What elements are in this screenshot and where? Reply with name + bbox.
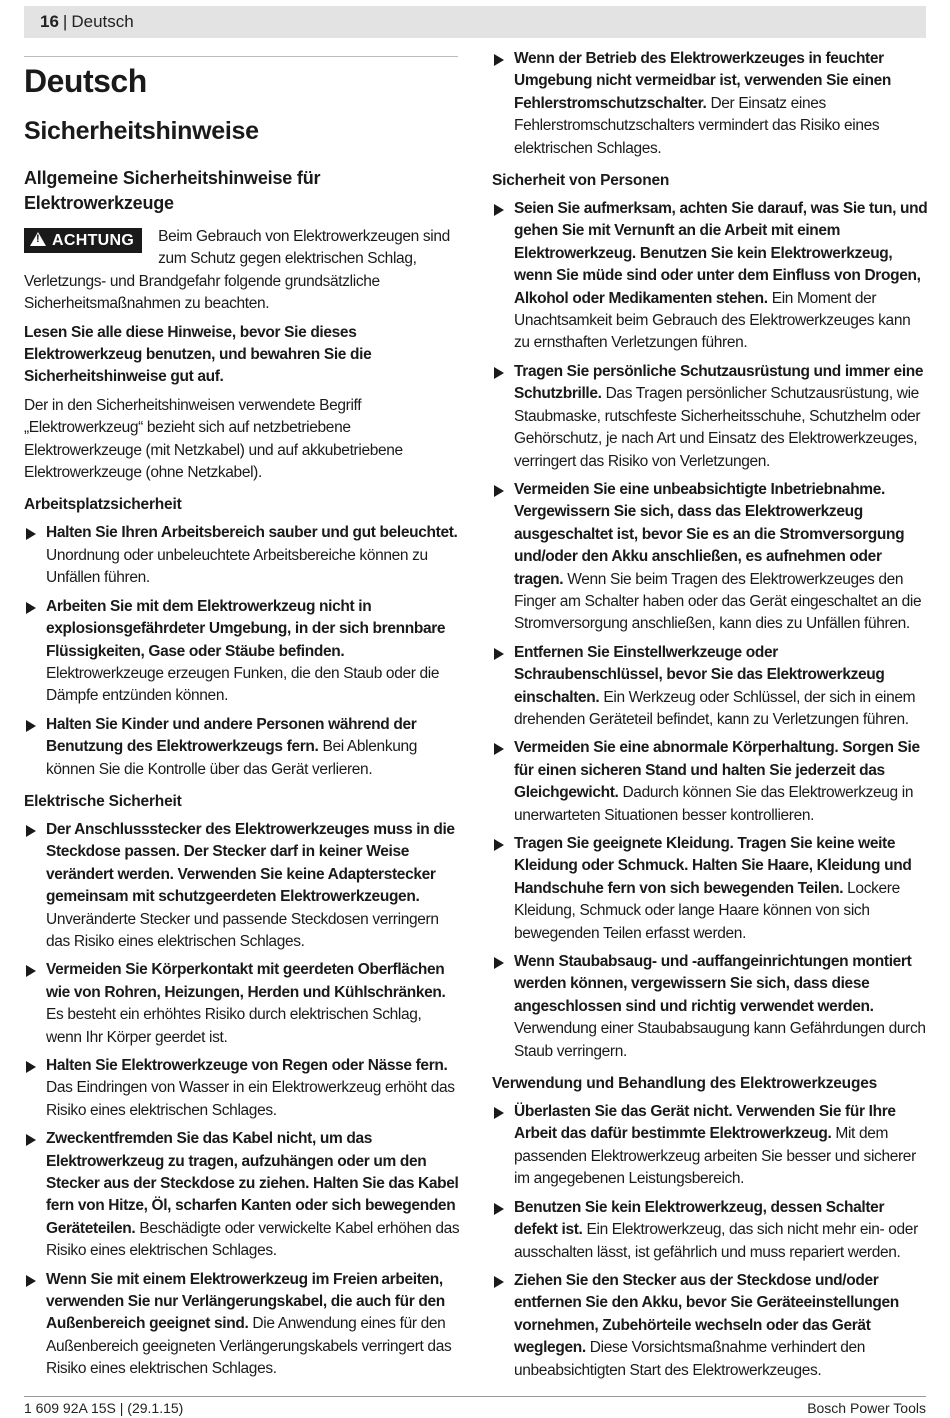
bullet-arrow-icon [26,1061,36,1073]
left-column [24,48,460,1381]
workplace-title: Arbeitsplatzsicherheit [24,496,182,514]
handling-list [492,1101,928,1382]
bullet-arrow-icon [494,367,504,379]
list-item: Wenn Staubabsaug- und -auffangeinrichtungen montiert werden können, vergewissern Sie sich, dass diese angeschlossen sind und richtig verwendet werden. Verwendung einer Staubabsaugung kann Gefährdungen durch Staub verringern. [492,951,928,1063]
list-item: Halten Sie Elektrowerkzeuge von Regen oder Nässe fern. Das Eindringen von Wasser in ein Elektrowerkzeug erhöht das Risiko eines elektrischen Schlages. [24,1055,460,1122]
footer-brand: Bosch Power Tools [807,1400,926,1416]
list-item: Der Anschlussstecker des Elektrowerkzeuges muss in die Steckdose passen. Der Stecker darf in keiner Weise verändert werden. Verwenden Sie keine Adapterstecker gemeinsam mit schutzgeerdeten Elektrowerkzeugen. Unveränderte Stecker und passende Steckdosen verringern das Risiko eines elektrischen Schlages. [24,819,460,953]
bullet-arrow-icon [26,720,36,732]
list-item: Tragen Sie geeignete Kleidung. Tragen Sie keine weite Kleidung oder Schmuck. Halten Sie Haare, Kleidung und Handschuhe fern von sich bewegenden Teilen. Lockere Kleidung, Schmuck oder lange Haare können von sich bewegenden Teilen erfasst werden. [492,833,928,945]
footer-divider [24,1396,926,1397]
header-label: 16 | Deutsch [40,12,134,31]
list-item: Benutzen Sie kein Elektrowerkzeug, dessen Schalter defekt ist. Ein Elektrowerkzeug, das sich nicht mehr ein- oder ausschalten lässt, ist gefährlich und muss repariert werden. [492,1197,928,1264]
list-item: Seien Sie aufmerksam, achten Sie darauf, was Sie tun, und gehen Sie mit Vernunft an die Arbeit mit einem Elektrowerkzeug. Benutzen Sie kein Elektrowerkzeug, wenn Sie müde sind oder unter dem Einfluss von Drogen, Alkohol oder Medikamenten stehen. Ein Moment der Unachtsamkeit beim Gebrauch des Elektrowerkzeuges kann zu ernsthaften Verletzungen führen. [492,198,928,355]
bullet-arrow-icon [494,485,504,497]
bullet-arrow-icon [26,825,36,837]
bullet-arrow-icon [494,1276,504,1288]
list-item: Halten Sie Ihren Arbeitsbereich sauber und gut beleuchtet. Unordnung oder unbeleuchtete Arbeitsbereiche können zu Unfällen führen. [24,522,460,589]
list-item: Arbeiten Sie mit dem Elektrowerkzeug nicht in explosionsgefährdeter Umgebung, in der sich brennbare Flüssigkeiten, Gase oder Stäube befinden. Elektrowerkzeuge erzeugen Funken, die den Staub oder die Dämpfe entzünden können. [24,596,460,708]
bullet-arrow-icon [26,602,36,614]
bullet-arrow-icon [494,204,504,216]
bullet-arrow-icon [26,1134,36,1146]
header-language: Deutsch [71,12,134,31]
list-item: Wenn Sie mit einem Elektrowerkzeug im Freien arbeiten, verwenden Sie nur Verlängerungskabel, die auch für den Außenbereich geeignet sind. Die Anwendung eines für den Außenbereich geeigneten Verlängerungskabels verringert das Risiko eines elektrischen Schlages. [24,1269,460,1381]
warning-triangle-icon [30,232,46,246]
bullet-arrow-icon [494,743,504,755]
warning-text: Beim Gebrauch von Elektrowerkzeugen sind zum Schutz gegen elektrischen Schlag, Verletzungs- und Brandgefahr folgende grundsätzliche Sicherheitsmaßnahmen zu beachten. [24,228,450,313]
bullet-arrow-icon [26,528,36,540]
page-header [24,6,926,38]
bold-intro: Lesen Sie alle diese Hinweise, bevor Sie dieses Elektrowerkzeug benutzen, und bewahren Sie die Sicherheitshinweise gut auf. [24,323,372,386]
bullet-arrow-icon [494,54,504,66]
warning-badge: !ACHTUNG [24,228,142,253]
electrical-title: Elektrische Sicherheit [24,792,182,810]
page-number: 16 [40,12,59,31]
list-item: Entfernen Sie Einstellwerkzeuge oder Schraubenschlüssel, bevor Sie das Elektrowerkzeug einschalten. Ein Werkzeug oder Schlüssel, der sich in einem drehenden Geräteteil befindet, kann zu Verletzungen führen. [492,642,928,732]
list-item: Tragen Sie persönliche Schutzausrüstung und immer eine Schutzbrille. Das Tragen persönlicher Schutzausrüstung, wie Staubmaske, rutschfeste Sicherheitsschuhe, Schutzhelm oder Gehörschutz, je nach Art und Einsatz des Elektrowerkzeuges, verringert das Risiko von Verletzungen. [492,361,928,473]
bullet-arrow-icon [26,965,36,977]
list-item: Vermeiden Sie eine abnormale Körperhaltung. Sorgen Sie für einen sicheren Stand und halten Sie jederzeit das Gleichgewicht. Dadurch können Sie das Elektrowerkzeug in unerwarteten Situationen besser kontrollieren. [492,737,928,827]
electrical-list-continued [492,48,928,160]
intro-text: Der in den Sicherheitshinweisen verwendete Begriff „Elektrowerkzeug“ bezieht sich auf netzbetriebene Elektrowerkzeuge (mit Netzkabel) und auf akkubetriebene Elektrowerkzeuge (ohne Netzkabel). [24,396,403,482]
persons-title: Sicherheit von Personen [492,172,670,190]
warning-block [24,226,460,316]
bullet-arrow-icon [494,839,504,851]
list-item: Vermeiden Sie Körperkontakt mit geerdeten Oberflächen wie von Rohren, Heizungen, Herden und Kühlschränken. Es besteht ein erhöhtes Risiko durch elektrischen Schlag, wenn Ihr Körper geerdet ist. [24,959,460,1049]
section-title: Sicherheitshinweise [24,117,259,145]
bullet-arrow-icon [494,1203,504,1215]
footer-document-number: 1 609 92A 15S | (29.1.15) [24,1400,184,1416]
list-item: Zweckentfremden Sie das Kabel nicht, um das Elektrowerkzeug zu tragen, aufzuhängen oder um den Stecker aus der Steckdose zu ziehen. Halten Sie das Kabel fern von Hitze, Öl, scharfen Kanten oder sich bewegenden Geräteteilen. Beschädigte oder verwickelte Kabel erhöhen das Risiko eines elektrischen Schlages. [24,1128,460,1262]
persons-list [492,198,928,1063]
list-item: Überlasten Sie das Gerät nicht. Verwenden Sie für Ihre Arbeit das dafür bestimmte Elektrowerkzeug. Mit dem passenden Elektrowerkzeug arbeiten Sie besser und sicherer im angegebenen Leistungsbereich. [492,1101,928,1191]
subsection-title: Allgemeine Sicherheitshinweise für Elektrowerkzeuge [24,168,321,213]
workplace-list [24,522,460,780]
bullet-arrow-icon [494,648,504,660]
electrical-list [24,819,460,1381]
list-item: Vermeiden Sie eine unbeabsichtigte Inbetriebnahme. Vergewissern Sie sich, dass das Elektrowerkzeug ausgeschaltet ist, bevor Sie es an die Stromversorgung und/oder den Akku anschließen, es aufnehmen oder tragen. Wenn Sie beim Tragen des Elektrowerkzeuges den Finger am Schalter haben oder das Gerät eingeschaltet an die Stromversorgung anschließen, kann dies zu Unfällen führen. [492,479,928,636]
right-column [492,48,928,1382]
bullet-arrow-icon [26,1275,36,1287]
bullet-arrow-icon [494,1107,504,1119]
handling-title: Verwendung und Behandlung des Elektrowerkzeuges [492,1075,878,1093]
list-item: Wenn der Betrieb des Elektrowerkzeuges in feuchter Umgebung nicht vermeidbar ist, verwenden Sie einen Fehlerstromschutzschalter. Der Einsatz eines Fehlerstromschutzschalters vermindert das Risiko eines elektrischen Schlages. [492,48,928,160]
bullet-arrow-icon [494,957,504,969]
language-title: Deutsch [24,63,147,99]
list-item: Halten Sie Kinder und andere Personen während der Benutzung des Elektrowerkzeugs fern. Bei Ablenkung können Sie die Kontrolle über das Gerät verlieren. [24,714,460,781]
list-item: Ziehen Sie den Stecker aus der Steckdose und/oder entfernen Sie den Akku, bevor Sie Geräteeinstellungen vornehmen, Zubehörteile wechseln oder das Gerät weglegen. Diese Vorsichtsmaßnahme verhindert den unbeabsichtigten Start des Elektrowerkzeuges. [492,1270,928,1382]
